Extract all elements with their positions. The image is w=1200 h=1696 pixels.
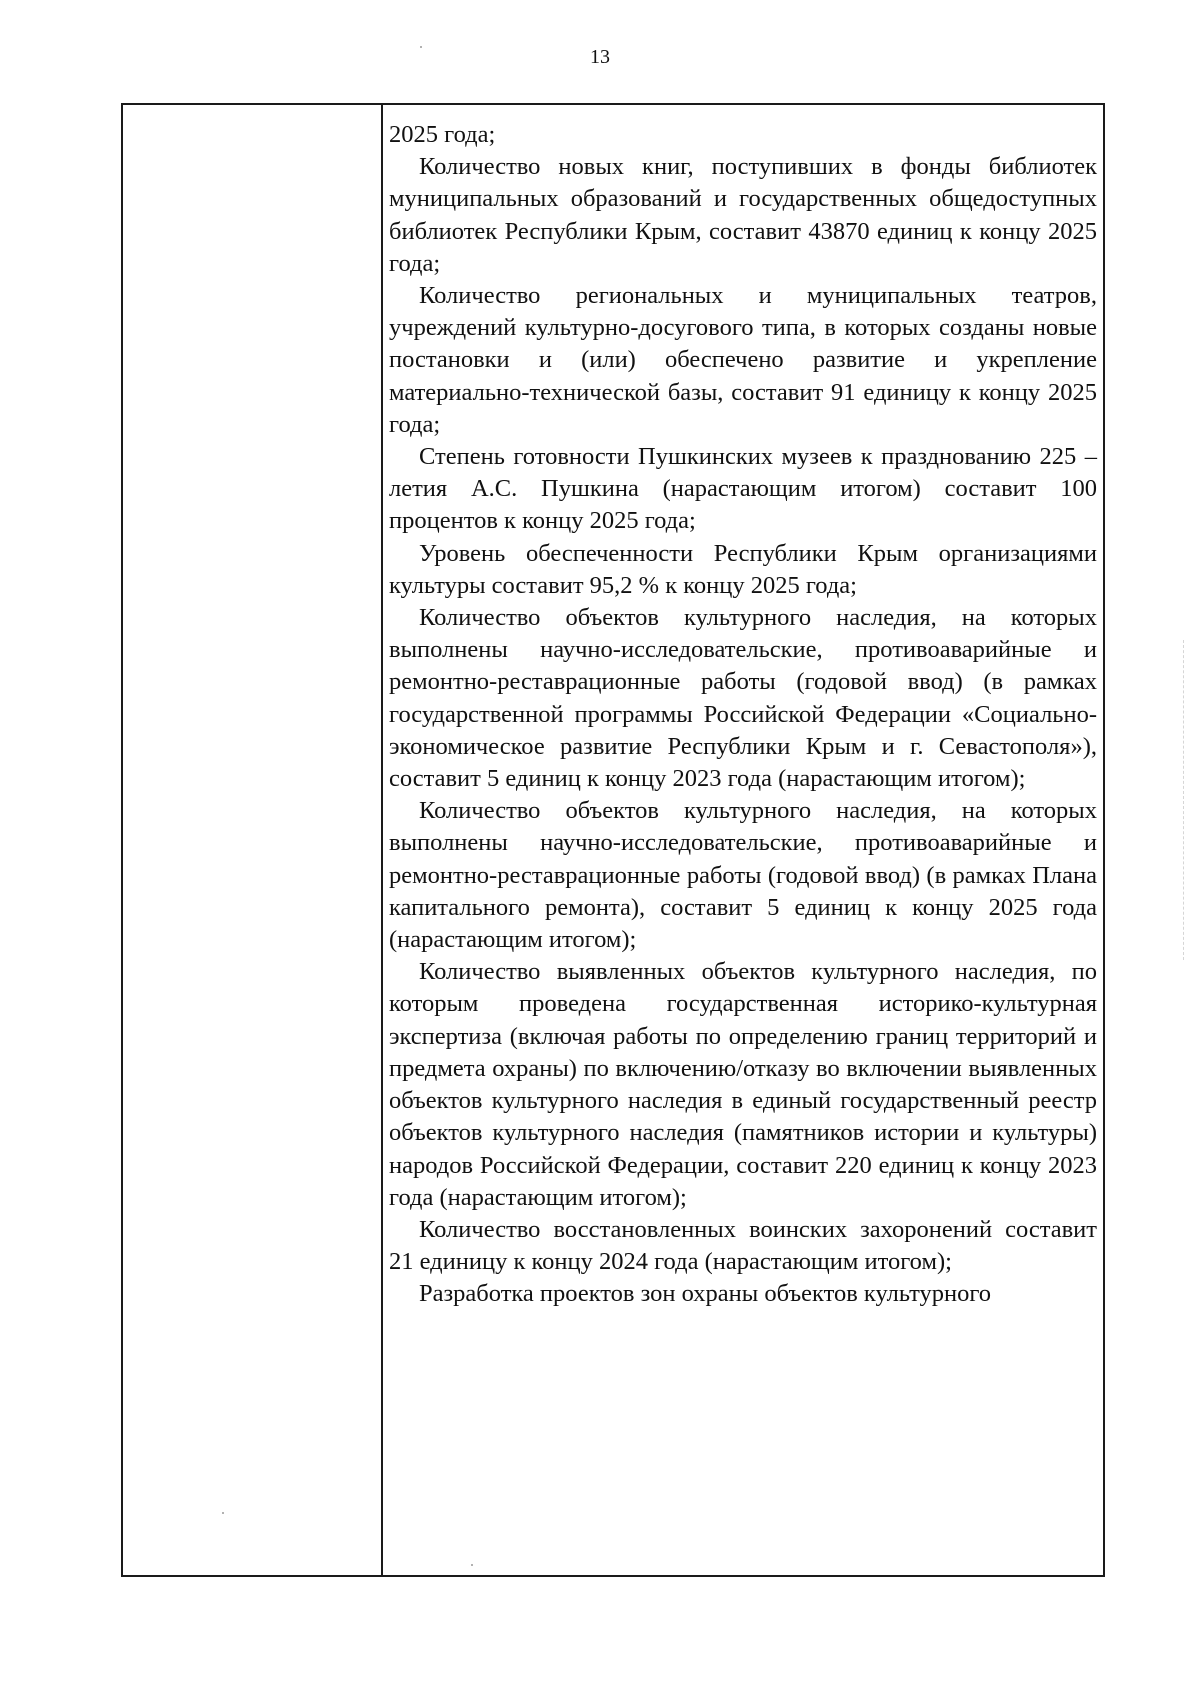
paragraph-pushkin-museums: Степень готовности Пушкинских музеев к празднованию 225 – летия А.С. Пушкина (нарастающим итогом) составит 100 процентов к концу 2025 года; [389,443,1097,535]
paragraph-heritage-expertise: Количество выявленных объектов культурного наследия, по которым проведена государственная историко-культурная экспертиза (включая работы по определению границ территорий и предмета охраны) по включению/отказу во включении выявленных объектов культурного наследия в единый государственный реестр объектов культурного наследия (памятников истории и культуры) народов Российской Федерации, составит 220 единиц к концу 2023 года (нарастающим итогом); [389,958,1097,1211]
paragraph-continuation: 2025 года; [389,121,496,148]
scan-edge-artifact [1183,640,1185,960]
paragraph-theatres: Количество региональных и муниципальных театров, учреждений культурно-досугового типа, в которых созданы новые постановки и (или) обеспечено развитие и укрепление материально-технической базы, составит 91 единицу к концу 2025 года; [389,282,1097,438]
scan-speck [222,1512,224,1514]
page-number: 13 [590,46,610,68]
paragraph-heritage-federal-program: Количество объектов культурного наследия, на которых выполнены научно-исследовательские, противоаварийные и ремонтно-реставрационные работы (годовой ввод) (в рамках государственной программы Российской Федерации «Социально-экономическое развитие Республики Крым и г. Севастополя»), составит 5 единиц к концу 2023 года (нарастающим итогом); [389,604,1097,793]
paragraph-protection-zones: Разработка проектов зон охраны объектов культурного [419,1280,992,1308]
paragraph-military-graves: Количество восстановленных воинских захоронений составит 21 единицу к концу 2024 года (нарастающим итогом); [389,1215,1097,1276]
paragraph-heritage-repair-plan: Количество объектов культурного наследия, на которых выполнены научно-исследовательские, противоаварийные и ремонтно-реставрационные работы (годовой ввод) (в рамках Плана капитального ремонта), составит 5 единиц к концу 2025 года (нарастающим итогом); [389,797,1097,954]
paragraph-new-books: Количество новых книг, поступивших в фонды библиотек муниципальных образований и государственных общедоступных библиотек Республики Крым, составит 43870 единиц к концу 2025 года; [389,153,1097,277]
table-left-cell [123,105,383,1575]
paragraph-culture-provision: Уровень обеспеченности Республики Крым организациями культуры составит 95,2 % к концу 2025 года; [389,539,1097,599]
scan-speck [471,1564,473,1566]
scan-speck [420,46,422,48]
table-right-cell [385,105,1103,1575]
document-table [121,103,1105,1577]
